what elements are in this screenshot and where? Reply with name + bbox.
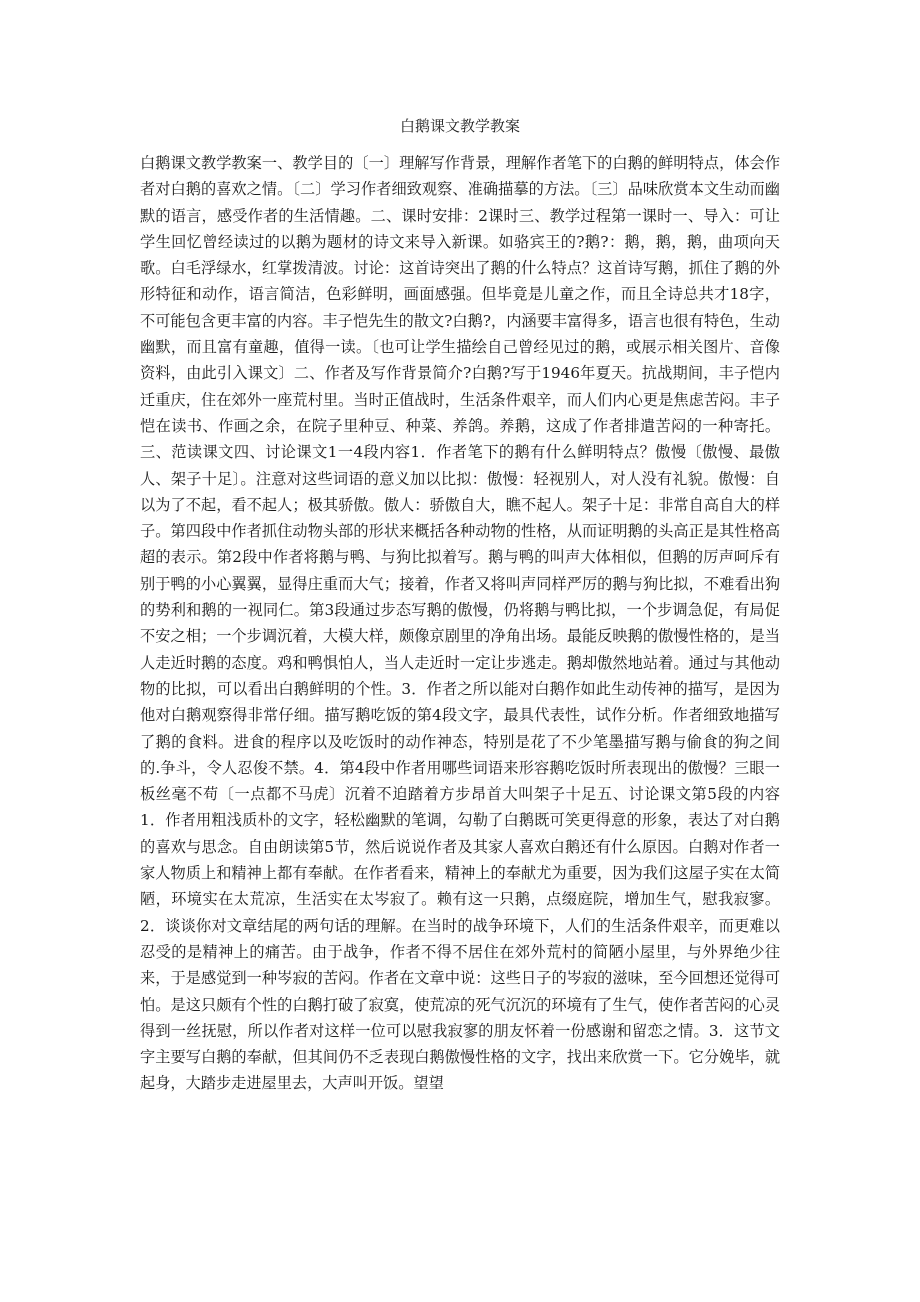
document-title: 白鹅课文教学教案 (399, 117, 520, 135)
document-body-text: 白鹅课文教学教案一、教学目的〔一〕理解写作背景，理解作者笔下的白鹅的鲜明特点，体会作者对白鹅的喜欢之情。〔二〕学习作者细致观察、准确描摹的方法。〔三〕品味欣赏本文生动而幽默的语言，感受作者的生活情趣。二、课时安排：2课时三、教学过程第一课时一、导入：可让学生回忆曾经读过的以鹅为题材的诗文来导入新课。如骆宾王的?鹅?：鹅，鹅，鹅，曲项向天歌。白毛浮绿水，红掌拨清波。讨论：这首诗突出了鹅的什么特点？这首诗写鹅，抓住了鹅的外形特征和动作，语言简洁，色彩鲜明，画面感强。但毕竟是儿童之作，而且全诗总共才18字，不可能包含更丰富的内容。丰子恺先生的散文?白鹅?，内涵要丰富得多，语言也很有特色，生动幽默，而且富有童趣，值得一读。〔也可让学生描绘自己曾经见过的鹅，或展示相关图片、音像资料，由此引入课文〕二、作者及写作背景简介?白鹅?写于1946年夏天。抗战期间，丰子恺内迁重庆，住在郊外一座荒村里。当时正值战时，生活条件艰辛，而人们内心更是焦虑苦闷。丰子恺在读书、作画之余，在院子里种豆、种菜、养鸽。养鹅，这成了作者排遣苦闷的一种寄托。三、范读课文四、讨论课文1一4段内容1．作者笔下的鹅有什么鲜明特点？傲慢〔傲慢、最傲人、架子十足〕。注意对这些词语的意义加以比拟：傲慢：轻视别人，对人没有礼貌。傲慢：自以为了不起，看不起人；极其骄傲。傲人：骄傲自大，瞧不起人。架子十足：非常自高自大的样子。第四段中作者抓住动物头部的形状来概括各种动物的性格，从而证明鹅的头高正是其性格高超的表示。第2段中作者将鹅与鸭、与狗比拟着写。鹅与鸭的叫声大体相似，但鹅的厉声呵斥有别于鸭的小心翼翼，显得庄重而大气；接着，作者又将叫声同样严厉的鹅与狗比拟，不难看出狗的势利和鹅的一视同仁。第3段通过步态写鹅的傲慢，仍将鹅与鸭比拟，一个步调急促，有局促不安之相；一个步调沉着，大模大样，颇像京剧里的净角出场。最能反映鹅的傲慢性格的，是当人走近时鹅的态度。鸡和鸭惧怕人，当人走近时一定让步逃走。鹅却傲然地站着。通过与其他动物的比拟，可以看出白鹅鲜明的个性。3．作者之所以能对白鹅作如此生动传神的描写，是因为他对白鹅观察得非常仔细。描写鹅吃饭的第4段文字，最具代表性，试作分析。作者细致地描写了鹅的食料。进食的程序以及吃饭时的动作神态，特别是花了不少笔墨描写鹅与偷食的狗之间的.争斗，令人忍俊不禁。4．第4段中作者用哪些词语来形容鹅吃饭时所表现出的傲慢？三眼一板丝毫不苟〔一点都不马虎〕沉着不迫踏着方步昂首大叫架子十足五、讨论课文第5段的内容1．作者用粗浅质朴的文字，轻松幽默的笔调，勾勒了白鹅既可笑更得意的形象，表达了对白鹅的喜欢与思念。自由朗读第5节，然后说说作者及其家人喜欢白鹅还有什么原因。白鹅对作者一家人物质上和精神上都有奉献。在作者看来，精神上的奉献尤为重要，因为我们这屋子实在太简陋，环境实在太荒凉，生活实在太岑寂了。赖有这一只鹅，点缀庭院，增加生气，慰我寂寥。2．谈谈你对文章结尾的两句话的理解。在当时的战争环境下，人们的生活条件艰辛，而更难以忍受的是精神上的痛苦。由于战争，作者不得不居住在郊外荒村的简陋小屋里，与外界绝少往来，于是感觉到一种岑寂的苦闷。作者在文章中说：这些日子的岑寂的滋味，至今回想还觉得可怕。是这只颇有个性的白鹅打破了寂寞，使荒凉的死气沉沉的环境有了生气，使作者苦闷的心灵得到一丝抚慰，所以作者对这样一位可以慰我寂寥的朋友怀着一份感谢和留恋之情。3．这节文字主要写白鹅的奉献，但其间仍不乏表现白鹅傲慢性格的文字，找出来欣赏一下。它分娩毕，就起身，大踏步走进屋里去，大声叫开饭。望望 (140, 154, 780, 1093)
